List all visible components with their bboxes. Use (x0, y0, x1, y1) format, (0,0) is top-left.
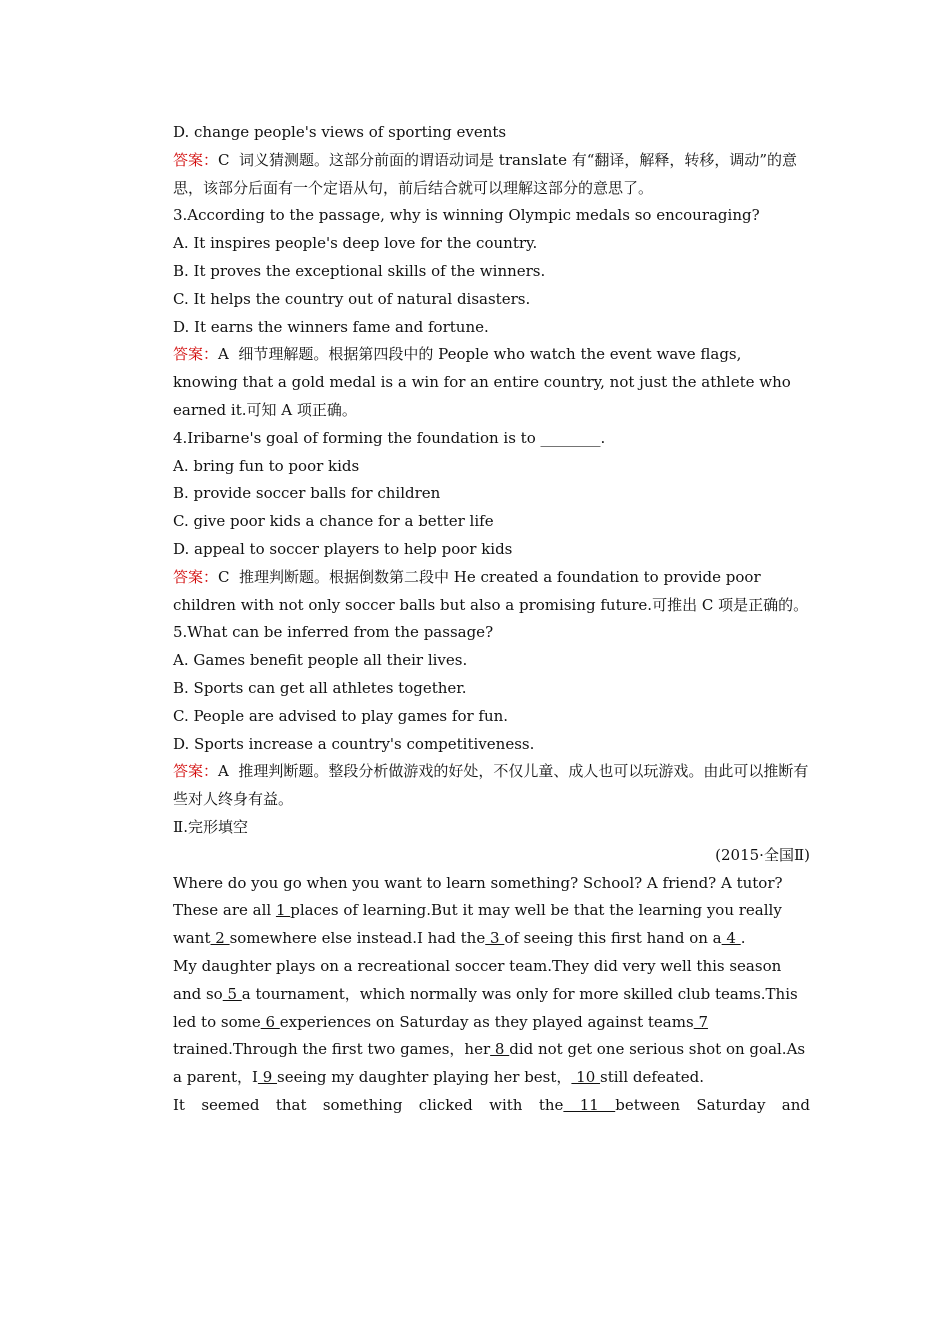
paragraph-text: of seeing this first hand on a (504, 929, 722, 948)
q3-option-d: D. It earns the winners fame and fortune. (173, 317, 489, 336)
q3-option-a: A. It inspires people's deep love for the country. (173, 234, 538, 253)
section-heading: Ⅱ.完形填空 (173, 817, 248, 836)
q5-option-a: A. Games benefit people all their lives. (173, 651, 468, 670)
paragraph-text: still defeated. (600, 1068, 705, 1087)
cloze-blank-11: 11 (563, 1095, 616, 1114)
q4-option-c: C. give poor kids a chance for a better life (173, 512, 494, 531)
q5-stem: 5.What can be inferred from the passage? (173, 623, 494, 642)
paragraph-text: seeing my daughter playing her best， (277, 1068, 572, 1087)
q3-option-c: C. It helps the country out of natural disasters. (173, 289, 531, 308)
paragraph-text: . (740, 929, 746, 948)
cloze-blank-6: 6 (260, 1012, 280, 1031)
paragraph-text: My daughter plays on a recreational soccer team.They did very well this season and so (173, 956, 782, 1003)
paragraph-text: trained.Through the first two games，her (173, 1040, 491, 1059)
q4-answer (140, 564, 810, 620)
cloze-blank-5: 5 (222, 984, 242, 1003)
q4-option-a: A. bring fun to poor kids (173, 456, 360, 475)
q5-option-b: B. Sports can get all athletes together. (173, 678, 467, 697)
paragraph-text: places of learning.But it may well be that the learning you really want (173, 901, 782, 948)
cloze-blank-1: 1 (275, 901, 291, 920)
source-note: (2015·全国Ⅱ) (715, 845, 810, 864)
q5-answer (140, 758, 810, 814)
answer-explanation: A 推理判断题。整段分析做游戏的好处，不仅儿童、成人也可以玩游戏。由此可以推断有些对人终身有益。 (173, 762, 809, 809)
cloze-blank-4: 4 (721, 929, 741, 948)
q4-option-b: B. provide soccer balls for children (173, 484, 441, 503)
q5-option-d: D. Sports increase a country's competitiveness. (173, 734, 535, 753)
answer-label: 答案： (173, 567, 219, 586)
paragraph-text: Where do you go when you want to learn something? School? A friend? A tutor? These are all (173, 873, 783, 920)
answer-label: 答案： (173, 762, 219, 781)
q4-option-d: D. appeal to soccer players to help poor kids (173, 539, 513, 558)
paragraph-text: somewhere else instead.I had the (229, 929, 486, 948)
answer-label: 答案： (173, 345, 219, 364)
paragraph-text: It seemed that something clicked with the (173, 1095, 564, 1114)
cloze-blank-10: 10 (571, 1068, 601, 1087)
answer-explanation: C 词义猜测题。这部分前面的谓语动词是 translate 有“翻译，解释，转移，调动”的意思，该部分后面有一个定语从句，前后结合就可以理解这部分的意思了。 (173, 150, 798, 197)
cloze-blank-8: 8 (490, 1040, 510, 1059)
paragraph-text: did not get one serious shot on goal.As a parent，I (173, 1040, 806, 1087)
q2-option-d: D. change people's views of sporting events (173, 123, 507, 141)
answer-explanation: C 推理判断题。根据倒数第二段中 He created a foundation to provide poor children with not only soccer balls but also a promising future.可推出 C 项是正确的。 (173, 567, 809, 614)
q2-answer (140, 147, 810, 203)
document-page (140, 119, 810, 1120)
cloze-blank-3: 3 (485, 929, 505, 948)
cloze-blank-9: 9 (257, 1068, 278, 1087)
cloze-paragraph-2 (140, 953, 810, 1092)
cloze-paragraph-3 (140, 1092, 810, 1120)
cloze-blank-2: 2 (210, 929, 230, 948)
q3-answer (140, 341, 810, 424)
q3-stem: 3.According to the passage, why is winning Olympic medals so encouraging? (173, 206, 760, 225)
q5-option-c: C. People are advised to play games for fun. (173, 706, 509, 725)
answer-explanation: A 细节理解题。根据第四段中的 People who watch the event wave flags, knowing that a gold medal is a win for an entire country, not just the athlete who earned it.可知 A 项正确。 (173, 345, 796, 419)
cloze-blank-7: 7 (693, 1012, 708, 1031)
paragraph-text: a tournament，which normally was only for more skilled club teams.This led to some (173, 984, 798, 1031)
paragraph-text: experiences on Saturday as they played against teams (279, 1012, 694, 1031)
cloze-paragraph-1 (140, 870, 810, 953)
paragraph-text: between Saturday and (615, 1095, 811, 1114)
q4-stem: 4.Iribarne's goal of forming the foundation is to ________. (173, 428, 606, 447)
answer-label: 答案： (173, 150, 219, 169)
q3-option-b: B. It proves the exceptional skills of the winners. (173, 261, 546, 280)
